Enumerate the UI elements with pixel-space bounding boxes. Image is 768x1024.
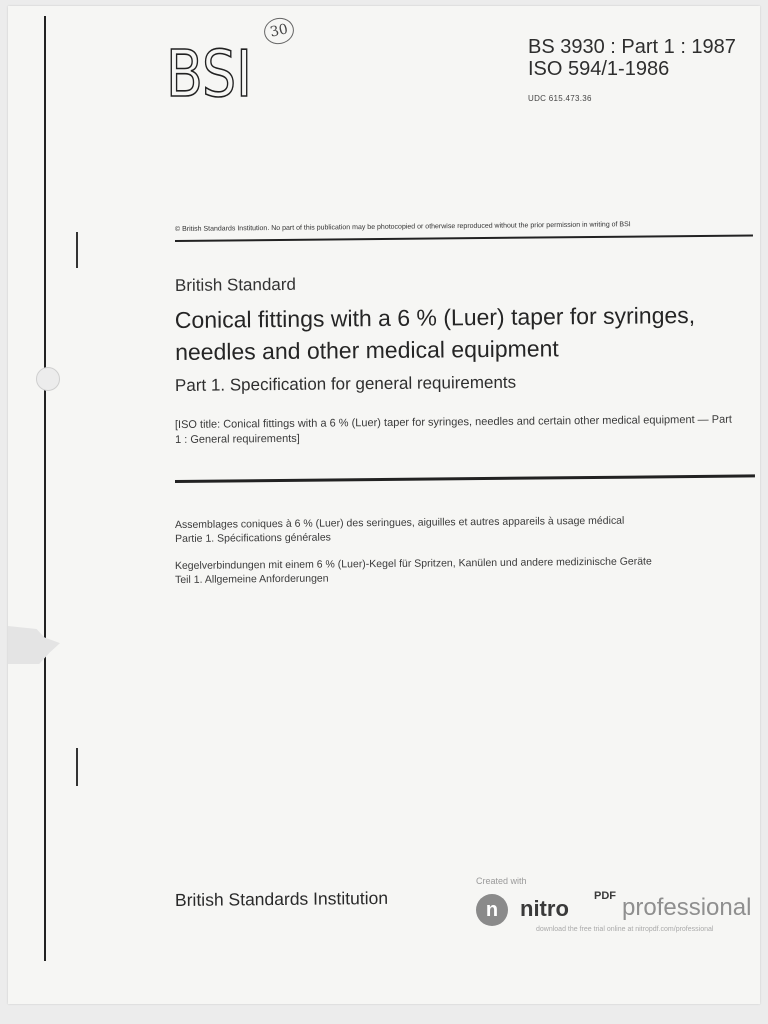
french-title-line: Assemblages coniques à 6 % (Luer) des seringues, aiguilles et autres appareils à usage médical xyxy=(174,514,625,532)
iso-title: [ISO title: Conical fittings with a 6 % (Luer) taper for syringes, needles and certain other medical equipment — Part 1 : General requirements] xyxy=(174,413,732,446)
publisher-name: British Standards Institution xyxy=(174,887,389,910)
margin-mark xyxy=(76,232,78,268)
margin-binder-line xyxy=(44,16,46,961)
bsi-logo xyxy=(166,38,256,112)
nitro-brand: nitro xyxy=(520,896,569,921)
torn-edge xyxy=(8,626,60,664)
document-title: Conical fittings with a 6 % (Luer) taper for syringes, needles and other medical equipment xyxy=(174,302,696,365)
copyright-notice: © British Standards Institution. No part of this publication may be photocopied or otherwise reproduced without the prior permission in writing of BSI xyxy=(174,221,631,233)
nitro-brand-sup: PDF xyxy=(594,890,616,902)
punch-hole xyxy=(36,367,60,391)
handwritten-note: 30 xyxy=(262,15,297,47)
german-title xyxy=(175,553,755,587)
french-part-line: Partie 1. Spécifications générales xyxy=(175,531,331,545)
document-subtitle: Part 1. Specification for general requirements xyxy=(174,372,517,395)
nitro-watermark xyxy=(476,872,766,936)
divider xyxy=(175,234,753,242)
udc-number: UDC 615.473.36 xyxy=(528,94,592,103)
german-part-line: Teil 1. Allgemeine Anforderungen xyxy=(175,572,329,586)
french-title xyxy=(175,513,735,546)
watermark-created-with: Created with xyxy=(476,876,527,886)
standard-bs-number: BS 3930 : Part 1 : 1987 xyxy=(528,36,736,58)
document-kicker: British Standard xyxy=(174,274,297,295)
nitro-logo-icon: n xyxy=(476,894,508,926)
document-page xyxy=(8,6,760,1004)
watermark-download-note: download the free trial online at nitropdf.com/professional xyxy=(536,926,714,933)
margin-mark xyxy=(76,748,78,786)
standard-iso-number: ISO 594/1-1986 xyxy=(528,58,670,80)
nitro-edition: professional xyxy=(622,894,752,921)
german-title-line: Kegelverbindungen mit einem 6 % (Luer)-Kegel für Spritzen, Kanülen und andere medizinische Geräte xyxy=(174,555,652,573)
standard-numbers xyxy=(528,36,736,110)
svg-text:BSI: BSI xyxy=(166,38,252,112)
divider xyxy=(175,474,755,483)
